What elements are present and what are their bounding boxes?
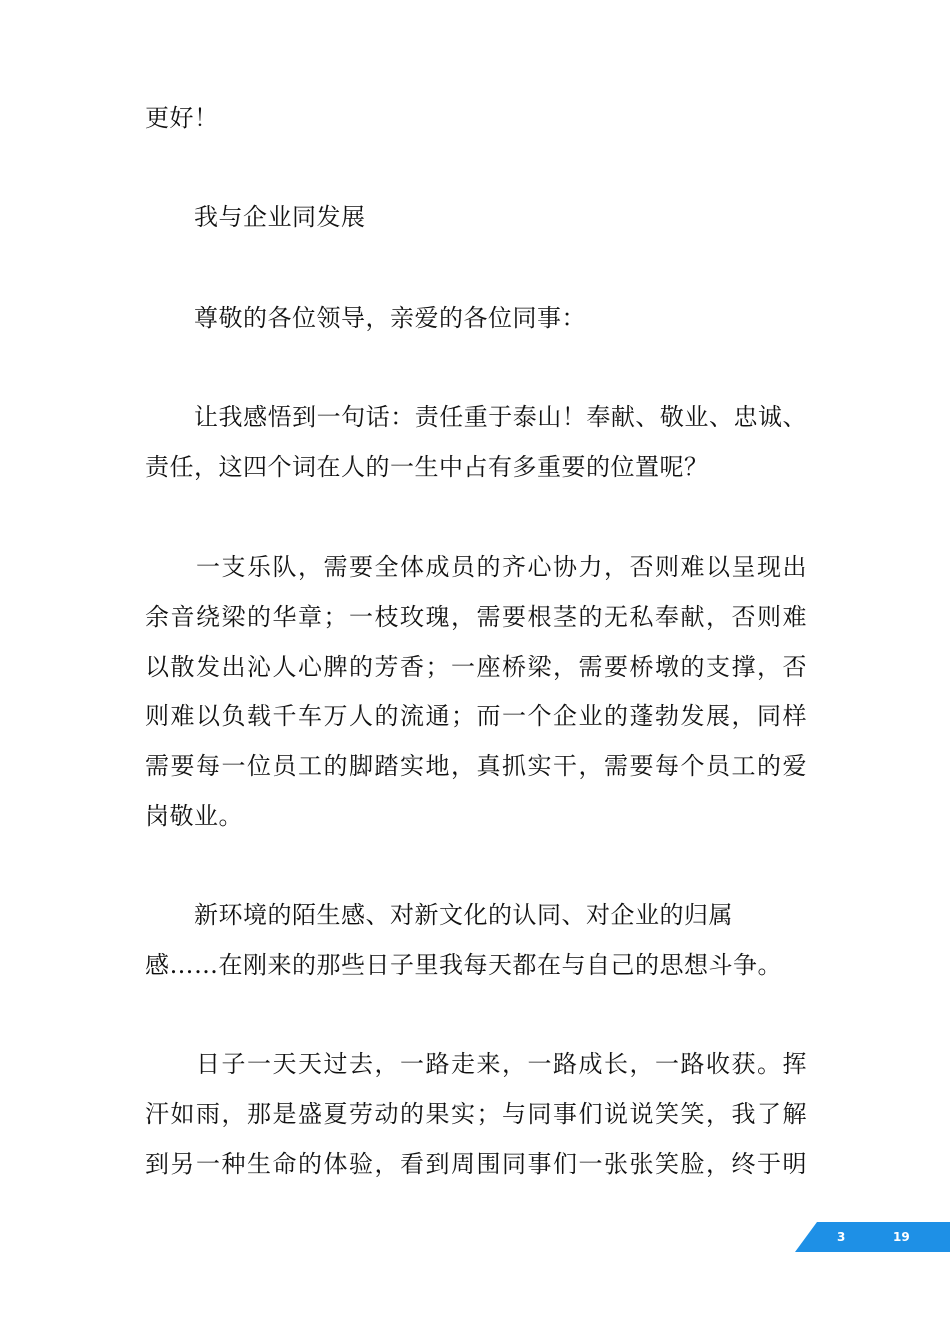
salutation: 尊敬的各位领导，亲爱的各位同事： [145, 304, 586, 332]
text-line: 岗敬业。 [145, 802, 243, 830]
text-line: 则难以负载千车万人的流通；而一个企业的蓬勃发展，同样 [145, 702, 807, 730]
current-page-number: 3 [837, 1230, 846, 1244]
text-line: 新环境的陌生感、对新文化的认同、对企业的归属 [145, 901, 733, 929]
text-line: 更好！ [145, 104, 219, 132]
text-line: 感……在刚来的那些日子里我每天都在与自己的思想斗争。 [145, 951, 782, 979]
text-line: 到另一种生命的体验，看到周围同事们一张张笑脸，终于明 [145, 1150, 807, 1178]
text-line: 一支乐队，需要全体成员的齐心协力，否则难以呈现出 [145, 553, 807, 581]
text-line: 责任，这四个词在人的一生中占有多重要的位置呢？ [145, 453, 709, 481]
text-line: 需要每一位员工的脚踏实地，真抓实干，需要每个员工的爱 [145, 752, 807, 780]
section-title: 我与企业同发展 [145, 203, 366, 231]
total-pages-number: 19 [893, 1230, 910, 1244]
text-line: 日子一天天过去，一路走来，一路成长，一路收获。挥 [145, 1050, 807, 1078]
page-footer-badge [795, 1222, 950, 1252]
text-line: 以散发出沁人心脾的芳香；一座桥梁，需要桥墩的支撑，否 [145, 653, 807, 681]
text-line: 汗如雨，那是盛夏劳动的果实；与同事们说说笑笑，我了解 [145, 1100, 807, 1128]
text-line: 余音绕梁的华章；一枝玫瑰，需要根茎的无私奉献，否则难 [145, 603, 807, 631]
text-line: 让我感悟到一句话：责任重于泰山！奉献、敬业、忠诚、 [145, 403, 807, 431]
